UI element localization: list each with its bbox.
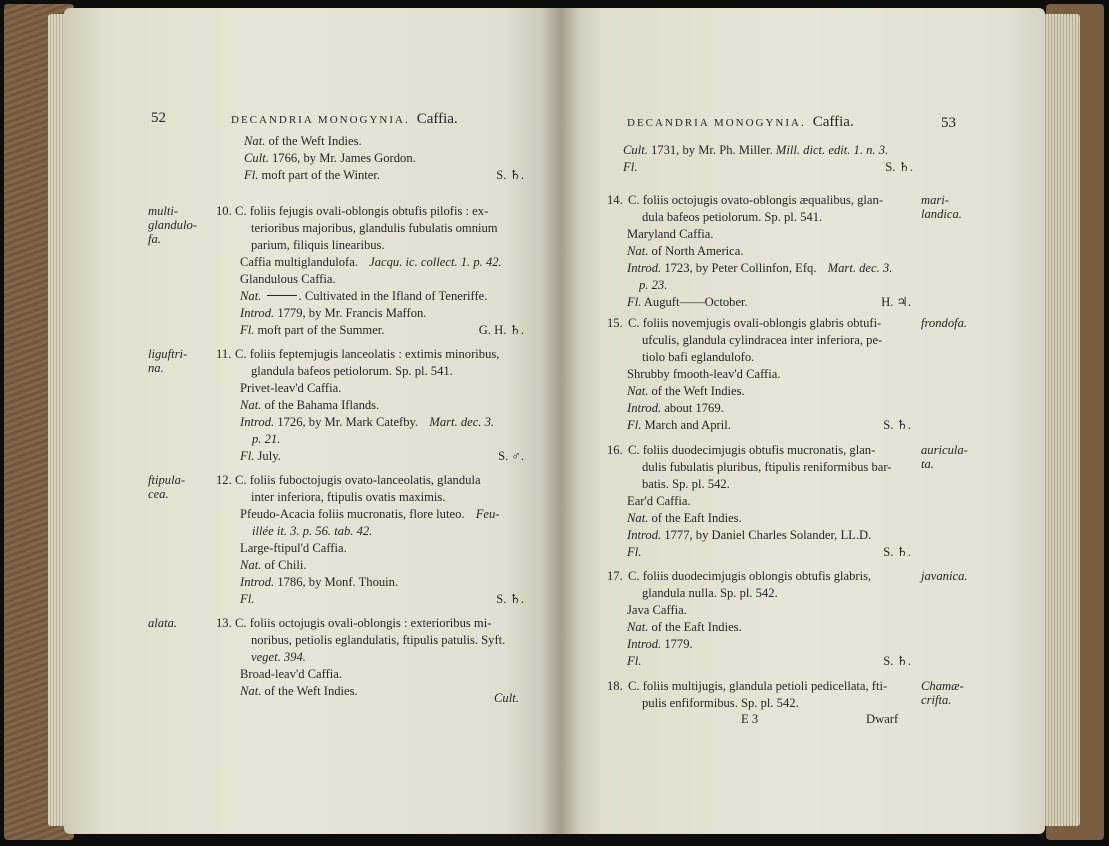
text-line bbox=[623, 143, 888, 157]
text-line: p. 21. bbox=[252, 432, 281, 446]
line-text: 1731, by Mr. Ph. Miller. bbox=[647, 143, 776, 157]
line-label: Introd. bbox=[627, 401, 662, 415]
signature-mark: E 3 bbox=[741, 712, 759, 726]
line-label: Fl. bbox=[240, 449, 255, 463]
page-number: 53 bbox=[941, 115, 956, 131]
line-right: S. ♄. bbox=[496, 168, 524, 182]
line-text: . Cultivated in the Ifland of Teneriffe. bbox=[298, 289, 488, 303]
header-genus: Caffia. bbox=[812, 114, 854, 130]
margin-name: auricula- bbox=[921, 443, 968, 457]
margin-name: frondofa. bbox=[921, 316, 968, 330]
line-label: Fl. bbox=[627, 418, 642, 432]
text-line bbox=[244, 134, 362, 148]
text-line bbox=[627, 637, 693, 651]
line-text: of the Weft Indies. bbox=[261, 684, 358, 698]
text-line bbox=[627, 384, 745, 398]
line-text: 1766, by Mr. James Gordon. bbox=[268, 151, 416, 165]
text-line bbox=[627, 295, 748, 309]
desc-line: noribus, petiolis eglandulatis, ftipulis patulis. Syft. bbox=[251, 633, 506, 647]
line-right: S. ♄. bbox=[883, 418, 911, 432]
text-line bbox=[627, 545, 641, 559]
line-text: 1723, by Peter Collinfon, Efq. bbox=[661, 261, 817, 275]
desc-line: glandula nulla. Sp. pl. 542. bbox=[642, 586, 778, 600]
line-label: Cult. bbox=[244, 151, 269, 165]
entry-number: 14. bbox=[607, 193, 623, 207]
right-page bbox=[561, 8, 1045, 834]
line-label: Fl. bbox=[627, 545, 642, 559]
header-genus: Caffia. bbox=[416, 111, 458, 127]
text-line bbox=[627, 401, 724, 415]
desc-line: dulis fubulatis pluribus, ftipulis reniformibus bar- bbox=[642, 460, 892, 474]
dash-rule bbox=[267, 295, 297, 296]
header-title: DECANDRIA MONOGYNIA. bbox=[627, 117, 806, 129]
entry-number: 18. bbox=[607, 679, 623, 693]
line-text: of Chili. bbox=[261, 558, 307, 572]
margin-name: ftipula- bbox=[148, 473, 186, 487]
line-label: Nat. bbox=[240, 684, 262, 698]
line-label: Fl. bbox=[240, 592, 255, 606]
line-label: Nat. bbox=[627, 620, 649, 634]
left-page bbox=[64, 8, 561, 834]
entry-number: 15. bbox=[607, 316, 623, 330]
line-right: S. ♄. bbox=[883, 545, 911, 559]
line-ref: Jacqu. ic. collect. 1. p. 42. bbox=[369, 255, 502, 269]
desc-line: terioribus majoribus, glandulis fubulatis omnium bbox=[251, 221, 498, 235]
text-line bbox=[240, 449, 281, 463]
line-label: Nat. bbox=[627, 384, 649, 398]
margin-name: liguftri- bbox=[148, 347, 188, 361]
line-label: Introd. bbox=[240, 415, 275, 429]
text-line bbox=[627, 620, 742, 634]
margin-name: javanica. bbox=[921, 569, 968, 583]
line-label: Introd. bbox=[240, 306, 275, 320]
entry-number: 17. bbox=[607, 569, 623, 583]
margin-name: cea. bbox=[148, 487, 169, 501]
text-line bbox=[240, 398, 379, 412]
text-line: illée it. 3. p. 56. tab. 42. bbox=[252, 524, 373, 538]
line-label: Nat. bbox=[627, 244, 649, 258]
desc-line: C. foliis novemjugis ovali-oblongis glabris obtufi- bbox=[628, 316, 882, 330]
margin-name: alata. bbox=[148, 616, 178, 630]
line-label: Fl. bbox=[244, 168, 259, 182]
line-label: Introd. bbox=[240, 575, 275, 589]
line-text: March and April. bbox=[641, 418, 731, 432]
catchword: Cult. bbox=[494, 691, 519, 705]
line-text: about 1769. bbox=[661, 401, 724, 415]
line-ref: Mart. dec. 3. bbox=[429, 415, 495, 429]
margin-name: crifta. bbox=[921, 693, 952, 707]
margin-name: mari- bbox=[921, 193, 949, 207]
entry-number: 10. bbox=[216, 204, 232, 218]
book-gutter bbox=[540, 8, 580, 834]
running-header bbox=[627, 114, 854, 131]
line-label: Nat. bbox=[244, 134, 266, 148]
text-line bbox=[240, 306, 426, 320]
text-line bbox=[627, 511, 742, 525]
text-line bbox=[240, 684, 358, 698]
desc-line: tiolo bafi eglandulofo. bbox=[642, 350, 755, 364]
desc-line: C. foliis duodecimjugis obtufis mucronatis, glan- bbox=[628, 443, 876, 457]
line-text: of the Weft Indies. bbox=[265, 134, 362, 148]
running-header bbox=[231, 111, 458, 128]
line-right: G. H. ♄. bbox=[478, 323, 524, 337]
margin-name: ta. bbox=[921, 457, 934, 471]
text-line: Broad-leav'd Caffia. bbox=[240, 667, 343, 681]
line-text: 1726, by Mr. Mark Catefby. bbox=[274, 415, 419, 429]
line-text: of the Eaft Indies. bbox=[648, 511, 742, 525]
desc-line: C. foliis octojugis ovato-oblongis æqualibus, glan- bbox=[628, 193, 884, 207]
text-line bbox=[240, 289, 487, 303]
text-line: Large-ftipul'd Caffia. bbox=[240, 541, 347, 555]
text-line bbox=[627, 244, 743, 258]
line-right: S. ♄. bbox=[885, 160, 913, 174]
text-line: p. 23. bbox=[639, 278, 668, 292]
line-label: Nat. bbox=[240, 558, 262, 572]
desc-line: C. foliis octojugis ovali-oblongis : exterioribus mi- bbox=[235, 616, 492, 630]
header-title: DECANDRIA MONOGYNIA. bbox=[231, 114, 410, 126]
entry-number: 12. bbox=[216, 473, 232, 487]
line-text: 1786, by Monf. Thouin. bbox=[274, 575, 399, 589]
line-label: Fl. bbox=[627, 654, 642, 668]
margin-name: landica. bbox=[921, 207, 962, 221]
line-label: Nat. bbox=[240, 289, 262, 303]
text-line bbox=[240, 575, 398, 589]
text-line bbox=[623, 160, 637, 174]
desc-line: C. foliis fejugis ovali-oblongis obtufis pilofis : ex- bbox=[235, 204, 489, 218]
entry-number: 13. bbox=[216, 616, 232, 630]
page-number: 52 bbox=[151, 110, 166, 126]
catchword: Dwarf bbox=[866, 712, 899, 726]
line-text: of North America. bbox=[648, 244, 744, 258]
desc-line: C. foliis fuboctojugis ovato-lanceolatis, glandula bbox=[235, 473, 481, 487]
desc-line: glandula bafeos petiolorum. Sp. pl. 541. bbox=[251, 364, 453, 378]
text-line bbox=[240, 255, 502, 269]
text-line: Java Caffia. bbox=[627, 603, 687, 617]
line-label: Introd. bbox=[627, 528, 662, 542]
desc-line: dula bafeos petiolorum. Sp. pl. 541. bbox=[642, 210, 823, 224]
line-right: S. ♂. bbox=[498, 449, 524, 463]
line-label: Nat. bbox=[627, 511, 649, 525]
text-line bbox=[627, 261, 892, 275]
text-line bbox=[240, 415, 494, 429]
margin-name: Chamæ- bbox=[921, 679, 964, 693]
text-line bbox=[244, 151, 416, 165]
margin-name: na. bbox=[148, 361, 164, 375]
desc-line: batis. Sp. pl. 542. bbox=[642, 477, 730, 491]
line-text: July. bbox=[254, 449, 281, 463]
text-line bbox=[240, 507, 499, 521]
text-line bbox=[627, 654, 641, 668]
line-label: Introd. bbox=[627, 637, 662, 651]
text-line bbox=[627, 528, 871, 542]
line-label: Fl. bbox=[627, 295, 642, 309]
line-text: 1779, by Mr. Francis Maffon. bbox=[274, 306, 427, 320]
line-right: S. ♄. bbox=[496, 592, 524, 606]
line-ref: Mart. dec. 3. bbox=[827, 261, 893, 275]
line-text: Auguft——October. bbox=[641, 295, 748, 309]
text-line bbox=[240, 323, 384, 337]
text-line bbox=[627, 418, 731, 432]
line-label: Cult. bbox=[623, 143, 648, 157]
desc-line: C. foliis feptemjugis lanceolatis : extimis minoribus, bbox=[235, 347, 500, 361]
margin-name: glandulo- bbox=[148, 218, 197, 232]
margin-name: multi- bbox=[148, 204, 179, 218]
line-text: Pfeudo-Acacia foliis mucronatis, flore luteo. bbox=[240, 507, 465, 521]
desc-line: C. foliis multijugis, glandula petioli pedicellata, fti- bbox=[628, 679, 888, 693]
page-edges-right bbox=[1040, 14, 1080, 826]
line-ref: Feu- bbox=[475, 507, 500, 521]
line-text: of the Bahama Iflands. bbox=[261, 398, 380, 412]
margin-name: fa. bbox=[148, 232, 161, 246]
line-text: moft part of the Winter. bbox=[258, 168, 381, 182]
text-line bbox=[240, 558, 307, 572]
text-line: Shrubby fmooth-leav'd Caffia. bbox=[627, 367, 781, 381]
line-text: moft part of the Summer. bbox=[254, 323, 385, 337]
line-text: 1777, by Daniel Charles Solander, LL.D. bbox=[661, 528, 872, 542]
text-line: Ear'd Caffia. bbox=[627, 494, 691, 508]
line-label: Fl. bbox=[623, 160, 638, 174]
text-line: Maryland Caffia. bbox=[627, 227, 714, 241]
desc-line: veget. 394. bbox=[251, 650, 306, 664]
line-ref: Mill. dict. edit. 1. n. 3. bbox=[775, 143, 889, 157]
line-label: Introd. bbox=[627, 261, 662, 275]
text-line: Glandulous Caffia. bbox=[240, 272, 336, 286]
line-label: Fl. bbox=[240, 323, 255, 337]
text-line: Privet-leav'd Caffia. bbox=[240, 381, 342, 395]
text-line bbox=[244, 168, 380, 182]
desc-line: C. foliis duodecimjugis oblongis obtufis glabris, bbox=[628, 569, 872, 583]
desc-line: inter inferiora, ftipulis ovatis maximis. bbox=[251, 490, 446, 504]
line-text: of the Eaft Indies. bbox=[648, 620, 742, 634]
desc-line: pulis enfiformibus. Sp. pl. 542. bbox=[642, 696, 799, 710]
line-label: Nat. bbox=[240, 398, 262, 412]
line-text: of the Weft Indies. bbox=[648, 384, 745, 398]
text-line bbox=[240, 592, 254, 606]
line-text: 1779. bbox=[661, 637, 693, 651]
entry-number: 16. bbox=[607, 443, 623, 457]
line-text: Caffia multiglandulofa. bbox=[240, 255, 358, 269]
desc-line: parium, filiquis linearibus. bbox=[251, 238, 385, 252]
line-right: H. ♃. bbox=[881, 295, 911, 309]
line-right: S. ♄. bbox=[883, 654, 911, 668]
entry-number: 11. bbox=[216, 347, 232, 361]
desc-line: ufculis, glandula cylindracea inter inferiora, pe- bbox=[642, 333, 883, 347]
